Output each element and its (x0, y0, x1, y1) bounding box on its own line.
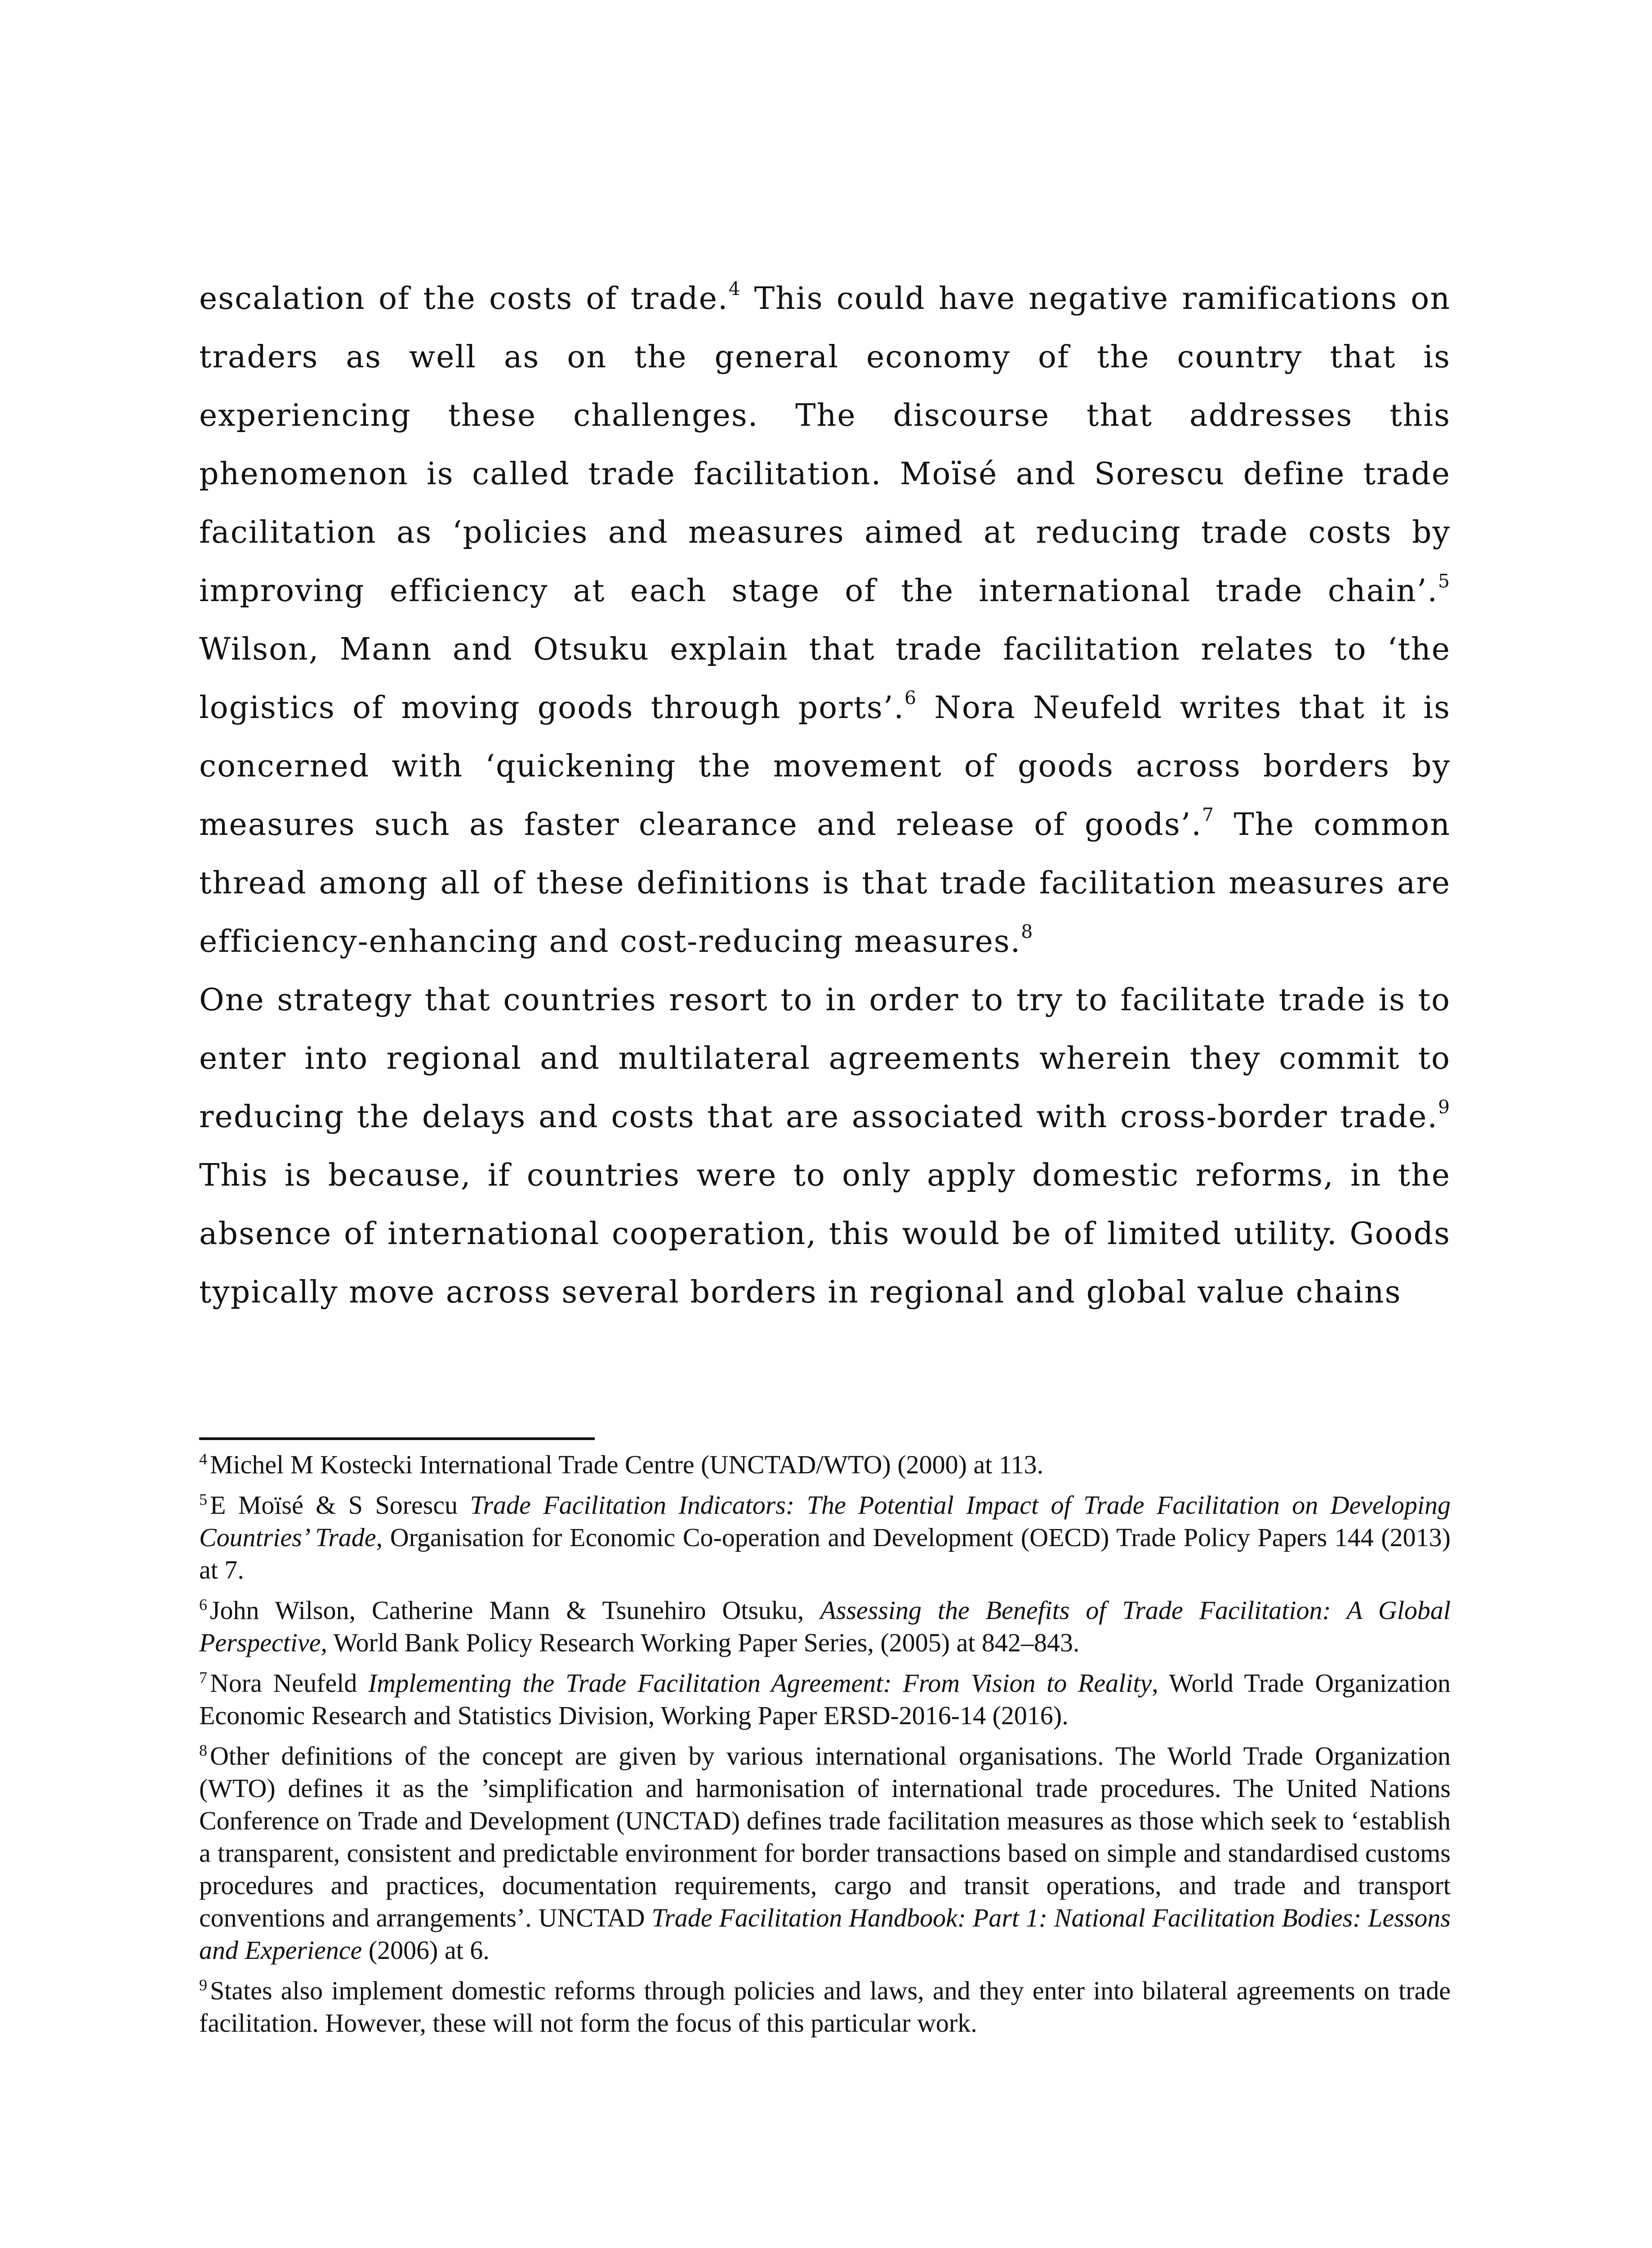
body-paragraph-1 (199, 270, 1451, 971)
paragraph-text: Wilson, Mann and Otsuku explain that trade facilitation relates to ‘the logistics of moving goods through ports’. (199, 632, 1451, 726)
footnote-6 (199, 1594, 1451, 1659)
footnote-reference-4[interactable]: 4 (728, 278, 741, 300)
footnote-9 (199, 1975, 1451, 2039)
footnote-cited-title: Implementing the Trade Facilitation Agreement: From Vision to Reality (368, 1668, 1152, 1698)
footnote-7 (199, 1667, 1451, 1732)
footnote-text: (2006) at 6. (362, 1936, 490, 1965)
footnote-number: 8 (199, 1741, 207, 1760)
paragraph-text: Nora Neufeld writes that it is concerned with ‘quickening the movement of goods across borders by measures such as faster clearance and release of goods’. (199, 690, 1451, 843)
footnote-number: 9 (199, 1976, 207, 1994)
footnote-text: World Bank Policy Research Working Paper Series, (2005) at 842–843. (327, 1628, 1080, 1657)
footnote-text: , World Trade Organization Economic Research and Statistics Division, Working Paper ERSD-2016-14 (2016). (199, 1668, 1451, 1730)
footnote-cited-title: Trade Facilitation Indicators: The Potential Impact of Trade Facilitation on Developing Countries’ Trade (199, 1490, 1451, 1552)
footnote-separator (199, 1437, 595, 1440)
footnote-reference-7[interactable]: 7 (1202, 804, 1215, 826)
footnote-reference-5[interactable]: 5 (1438, 570, 1451, 592)
footnotes-section (199, 1449, 1451, 2047)
footnote-text: , Organisation for Economic Co-operation and Development (OECD) Trade Policy Papers 144 (2013) at 7. (199, 1523, 1451, 1584)
footnote-text: States also implement domestic reforms through policies and laws, and they enter into bilateral agreements on trade facilitation. However, these will not form the focus of this particular work. (199, 1976, 1451, 2038)
paragraph-text: This is because, if countries were to only apply domestic reforms, in the absence of international cooperation, this would be of limited utility. Goods typically move across several borders in regional and global value chains (199, 1158, 1451, 1310)
body-paragraph-2 (199, 971, 1451, 1322)
footnote-number: 6 (199, 1596, 207, 1614)
footnote-number: 4 (199, 1450, 207, 1468)
footnote-8 (199, 1740, 1451, 1967)
footnote-text: John Wilson, Catherine Mann & Tsunehiro Otsuku, (209, 1596, 820, 1625)
footnote-reference-8[interactable]: 8 (1021, 921, 1034, 943)
footnote-cited-title: Assessing the Benefits of Trade Facilitation: A Global Perspective, (199, 1596, 1451, 1657)
paragraph-text: This could have negative ramifications on traders as well as on the general economy of the country that is experiencing these challenges. The discourse that addresses this phenomenon is called trade facilitation. Moïsé and Sorescu define trade facilitation as ‘policies and measures aimed at reducing trade costs by improving efficiency at each stage of the international trade chain’. (199, 281, 1451, 609)
footnote-4 (199, 1449, 1451, 1481)
footnote-text: Nora Neufeld (209, 1668, 368, 1698)
paragraph-text: escalation of the costs of trade. (199, 281, 729, 317)
footnote-text: Other definitions of the concept are given by various international organisations. The World Trade Organization (WTO) defines it as the ’simplification and harmonisation of international trade procedures. The United Nations Conference on Trade and Development (UNCTAD) defines trade facilitation measures as those which seek to ‘establish a transparent, consistent and predictable environment for border transactions based on simple and standardised customs procedures and practices, documentation requirements, cargo and transit operations, and trade and transport conventions and arrangements’. UNCTAD (199, 1741, 1451, 1932)
footnote-number: 7 (199, 1668, 207, 1687)
paragraph-text: One strategy that countries resort to in order to try to facilitate trade is to enter into regional and multilateral agreements wherein they commit to reducing the delays and costs that are associated with cross-border trade. (199, 982, 1451, 1135)
footnote-number: 5 (199, 1490, 207, 1509)
footnote-cited-title: Trade Facilitation Handbook: Part 1: National Facilitation Bodies: Lessons and Experience (199, 1903, 1451, 1965)
footnote-text: E Moïsé & S Sorescu (209, 1490, 470, 1520)
footnote-reference-6[interactable]: 6 (904, 687, 917, 709)
footnote-text: Michel M Kostecki International Trade Centre (UNCTAD/WTO) (2000) at 113. (209, 1450, 1044, 1479)
footnote-reference-9[interactable]: 9 (1438, 1096, 1451, 1118)
paragraph-text: The common thread among all of these definitions is that trade facilitation measures are efficiency-enhancing and cost-reducing measures. (199, 807, 1451, 959)
footnote-5 (199, 1489, 1451, 1586)
